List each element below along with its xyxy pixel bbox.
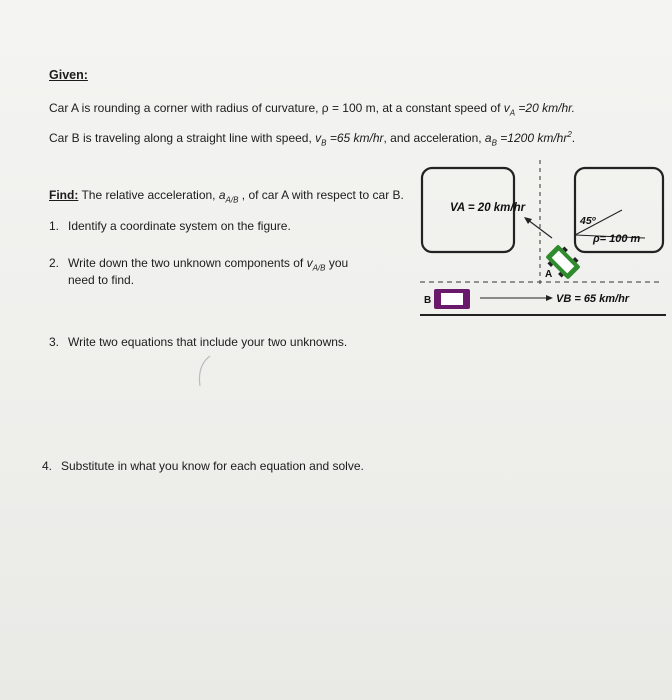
given-car-b: Car B is traveling along a straight line with speed, $v_B =65$ km/hr, and acceleration, $a_B =1200$ $km/hr^2$. <box>49 130 576 148</box>
pen-mark <box>192 350 222 390</box>
question-2-continued: need to find. <box>68 273 135 287</box>
question-3: 3. Write two equations that include your two unknowns. <box>49 335 348 349</box>
car-b-middle: , and acceleration, <box>383 131 485 145</box>
car-b <box>434 289 470 309</box>
var-aab: $a_{A/B}$ <box>218 188 239 205</box>
angle-label: 45º <box>580 215 596 227</box>
question-2: 2. Write down the two unknown components of $v_{A/B}$ you <box>49 256 349 273</box>
var-vb: $v_B =65$ km/hr <box>315 131 384 148</box>
given-car-a <box>49 101 575 117</box>
va-arrowhead <box>524 217 532 224</box>
car-b-label: B <box>424 295 432 306</box>
find-label: Find: <box>49 188 79 202</box>
vb-label: VB = 65 km/hr <box>556 293 630 305</box>
figure-diagram <box>410 160 672 322</box>
var-ab: $a_B =1200$ $km/hr^2$ <box>484 130 572 148</box>
car-b-text: Car B is traveling along a straight line with speed, <box>49 131 316 145</box>
car-a-text: Car A is rounding a corner with radius of curvature, ρ = 100 m, at a constant speed of <box>49 101 504 115</box>
car-a-label: A <box>545 269 553 280</box>
question-1: 1. Identify a coordinate system on the figure. <box>49 219 291 233</box>
va-label: VA = 20 km/hr <box>450 202 526 214</box>
given-heading: Given: <box>49 68 88 82</box>
va-value: =20 km/hr. <box>515 101 576 115</box>
find-statement: Find: The relative acceleration, $a_{A/B}$ , of car A with respect to car B. <box>49 188 404 205</box>
rho-label: ρ= 100 m <box>593 233 641 245</box>
var-va: $v_A$ <box>503 101 516 118</box>
vb-arrowhead <box>546 295 553 301</box>
question-4: 4. Substitute in what you know for each equation and solve. <box>42 459 364 473</box>
